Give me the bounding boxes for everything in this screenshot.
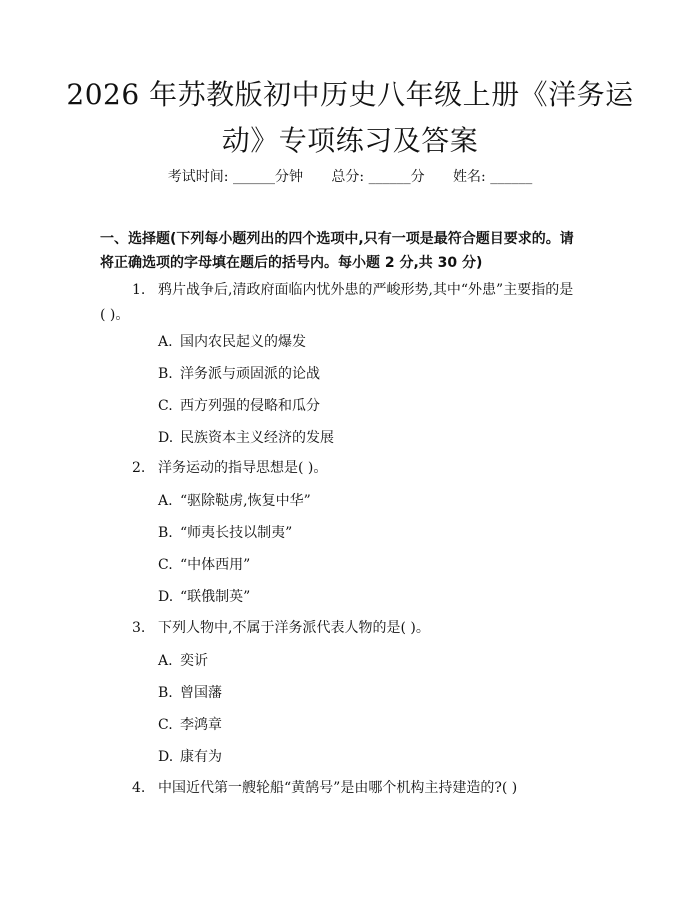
option-text: 李鸿章 xyxy=(180,717,222,733)
section-heading xyxy=(100,227,602,275)
question-text: 洋务运动的指导思想是( )。 xyxy=(158,460,328,476)
title-line-1: 2026 年苏教版初中历史八年级上册《洋务运 xyxy=(66,78,634,111)
time-blank: ______ xyxy=(232,169,275,185)
option-letter: B. xyxy=(158,366,173,382)
question-text: 下列人物中,不属于洋务派代表人物的是( )。 xyxy=(158,620,430,636)
option-3d xyxy=(158,746,222,768)
option-text: 康有为 xyxy=(180,749,222,765)
question-number: 3. xyxy=(132,620,146,636)
option-1c xyxy=(158,395,320,417)
option-letter: C. xyxy=(158,398,173,414)
question-4 xyxy=(104,776,602,801)
option-text: “驱除鞑虏,恢复中华” xyxy=(180,493,311,509)
score-label: 总分: xyxy=(331,169,365,185)
option-text: 国内农民起义的爆发 xyxy=(180,334,306,350)
option-letter: A. xyxy=(158,493,173,509)
option-2d xyxy=(158,586,250,608)
option-3a xyxy=(158,650,208,672)
option-letter: B. xyxy=(158,685,173,701)
option-2a xyxy=(158,490,311,512)
option-text: “师夷长技以制夷” xyxy=(180,525,293,541)
option-1a xyxy=(158,331,306,353)
option-3b xyxy=(158,682,222,704)
option-letter: D. xyxy=(158,749,174,765)
option-text: 西方列强的侵略和瓜分 xyxy=(180,398,320,414)
time-label: 考试时间: xyxy=(167,169,229,185)
name-label: 姓名: xyxy=(453,169,486,185)
option-text: 曾国藩 xyxy=(180,685,222,701)
question-text-cont: ( )。 xyxy=(100,307,130,323)
option-letter: C. xyxy=(158,717,173,733)
total-score xyxy=(331,169,429,185)
option-letter: B. xyxy=(158,525,173,541)
score-unit: 分 xyxy=(410,169,425,185)
option-text: 洋务派与顽固派的论战 xyxy=(180,366,320,382)
option-letter: C. xyxy=(158,557,173,573)
question-number: 2. xyxy=(132,460,146,476)
option-1d xyxy=(158,427,334,449)
option-letter: A. xyxy=(158,334,173,350)
section-heading-line-1: 一、选择题(下列每小题列出的四个选项中,只有一项是最符合题目要求的。请 xyxy=(100,231,574,247)
page-title xyxy=(60,72,640,164)
option-letter: A. xyxy=(158,653,173,669)
student-name xyxy=(453,169,532,185)
option-letter: D. xyxy=(158,589,174,605)
option-2b xyxy=(158,522,292,544)
question-number: 1. xyxy=(132,282,146,298)
section-heading-line-2: 将正确选项的字母填在题后的括号内。每小题 2 分,共 30 分) xyxy=(100,255,483,271)
question-text: 鸦片战争后,清政府面临内忧外患的严峻形势,其中“外患”主要指的是 xyxy=(158,282,574,298)
option-2c xyxy=(158,554,250,576)
option-letter: D. xyxy=(158,430,174,446)
option-text: 民族资本主义经济的发展 xyxy=(180,430,334,446)
question-3 xyxy=(104,616,602,641)
option-1b xyxy=(158,363,320,385)
score-blank: ______ xyxy=(368,169,411,185)
question-text: 中国近代第一艘轮船“黄鹄号”是由哪个机构主持建造的?( ) xyxy=(158,780,518,796)
option-text: “联俄制英” xyxy=(180,589,251,605)
name-blank: ______ xyxy=(490,169,533,185)
question-number: 4. xyxy=(132,780,146,796)
option-text: 奕䜣 xyxy=(180,653,208,669)
question-1 xyxy=(100,278,602,328)
exam-meta xyxy=(0,166,700,188)
option-3c xyxy=(158,714,222,736)
option-text: “中体西用” xyxy=(180,557,251,573)
time-unit: 分钟 xyxy=(274,169,303,185)
question-2 xyxy=(104,456,602,481)
title-line-2: 动》专项练习及答案 xyxy=(221,124,479,157)
exam-time xyxy=(168,169,308,185)
